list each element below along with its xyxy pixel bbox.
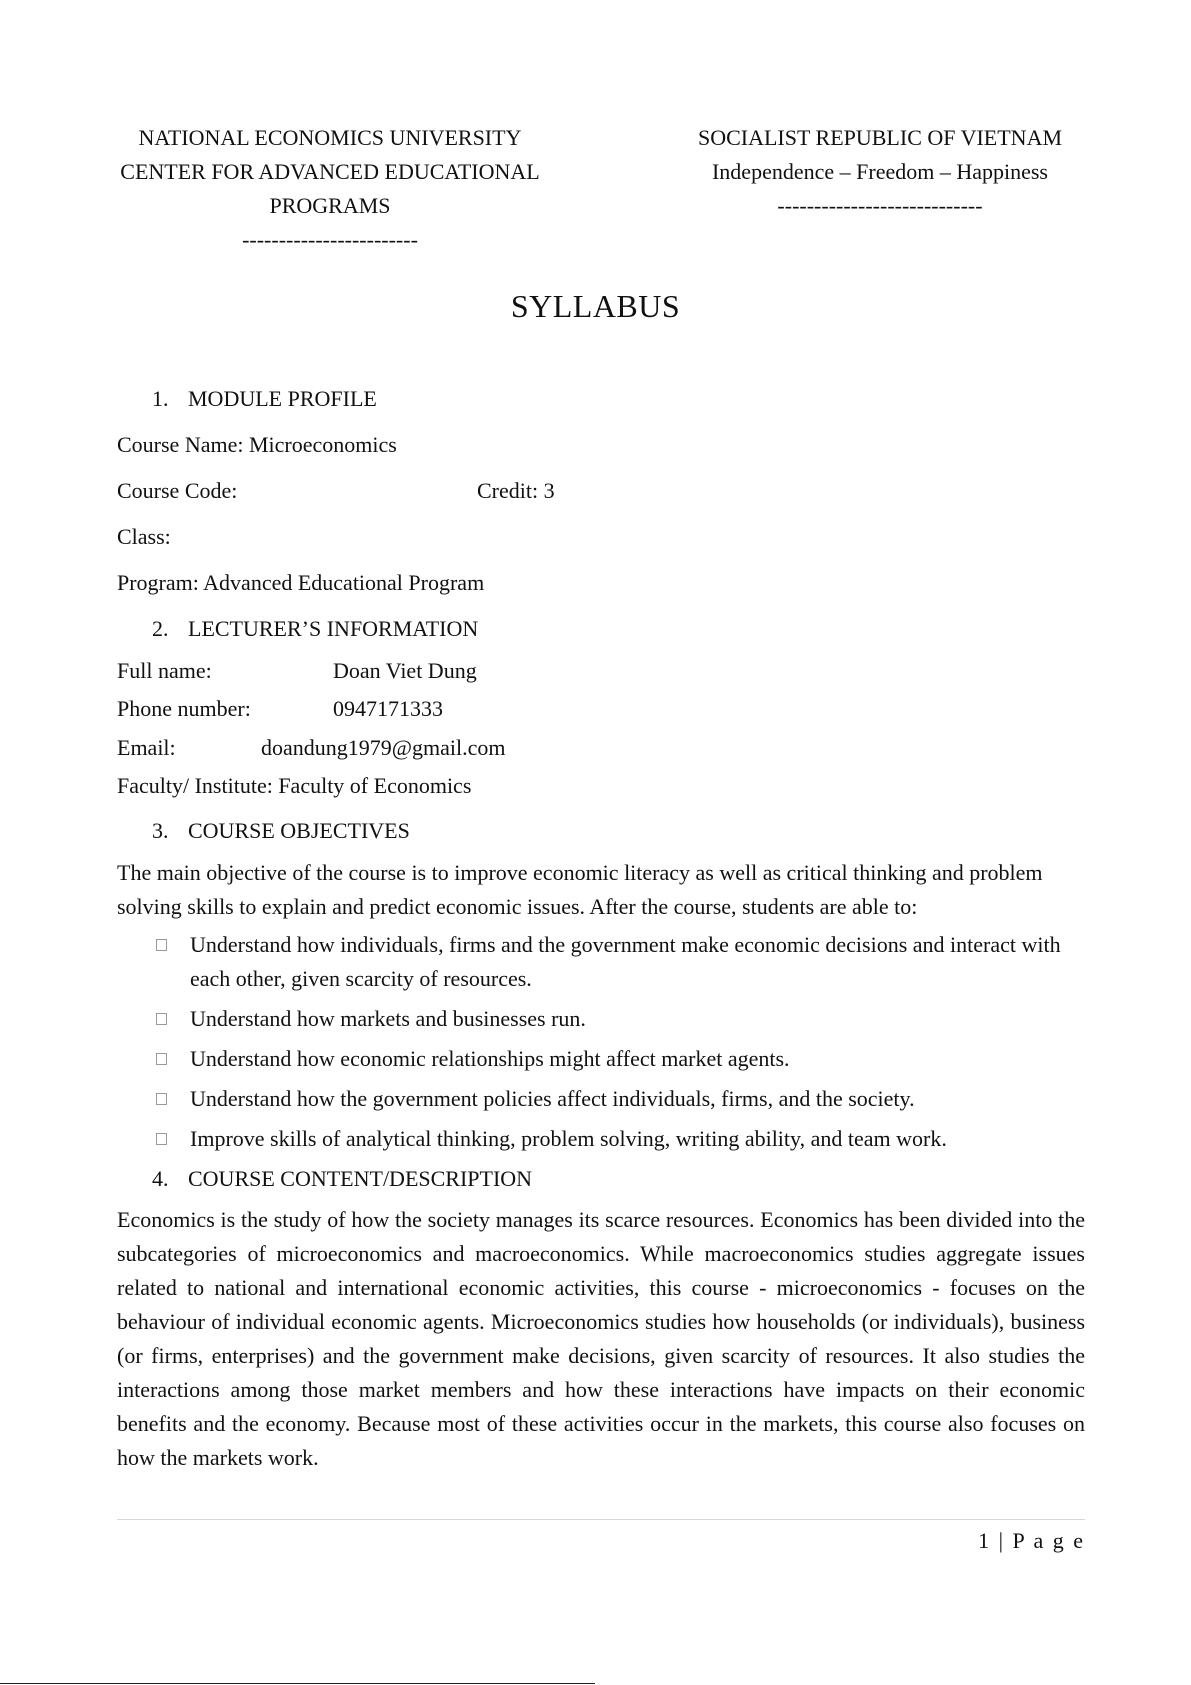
lecturer-email-label: Email:	[117, 735, 176, 760]
header-left-block	[60, 121, 600, 257]
lecturer-phone-label: Phone number:	[117, 696, 251, 721]
bullet-box-icon	[156, 1133, 167, 1145]
section-number: 3.	[152, 818, 169, 843]
country-motto: Independence – Freedom – Happiness	[711, 159, 1048, 184]
lecturer-name-value: Doan Viet Dung	[333, 658, 477, 683]
list-item: Understand how economic relationships might affect market agents.	[152, 1042, 1082, 1076]
list-item: Understand how the government policies affect individuals, firms, and the society.	[152, 1082, 1082, 1116]
bullet-box-icon	[156, 1013, 167, 1025]
objectives-list	[152, 928, 1082, 1162]
section-number: 4.	[152, 1166, 169, 1191]
document-title: SYLLABUS	[510, 288, 681, 324]
section-heading-lecturer-info	[152, 616, 478, 642]
list-item: Improve skills of analytical thinking, problem solving, writing ability, and team work.	[152, 1122, 1082, 1156]
bullet-box-icon	[156, 1053, 167, 1065]
page-number: 1 | P a g e	[978, 1528, 1085, 1553]
list-item: Understand how individuals, firms and the government make economic decisions and interact with each other, given scarcity of resources.	[152, 928, 1082, 996]
footer-divider	[117, 1519, 1085, 1520]
list-item: Understand how markets and businesses run.	[152, 1002, 1082, 1036]
university-name: NATIONAL ECONOMICS UNIVERSITY	[138, 125, 522, 150]
section-number: 2.	[152, 616, 169, 641]
lecturer-phone-value: 0947171333	[333, 696, 443, 721]
course-class: Class:	[117, 524, 171, 549]
bullet-box-icon	[156, 1093, 167, 1105]
center-name-line1: CENTER FOR ADVANCED EDUCATIONAL	[120, 159, 540, 184]
objectives-intro: The main objective of the course is to improve economic literacy as well as critical thinking and problem solving skills to explain and predict economic issues. After the course, students are able to:	[117, 860, 1043, 919]
section-label: MODULE PROFILE	[188, 386, 377, 411]
bottom-edge-rule	[0, 1683, 595, 1684]
section-heading-course-description	[152, 1166, 532, 1192]
course-program: Program: Advanced Educational Program	[117, 570, 485, 595]
country-name: SOCIALIST REPUBLIC OF VIETNAM	[697, 125, 1063, 150]
course-credit: Credit: 3	[477, 478, 555, 503]
section-heading-module-profile	[152, 386, 377, 412]
header-right-divider: ----------------------------	[777, 193, 983, 218]
course-code: Course Code:	[117, 478, 238, 503]
section-heading-course-objectives	[152, 818, 410, 844]
header-right-block	[660, 121, 1100, 223]
bullet-box-icon	[156, 939, 167, 951]
lecturer-name-label: Full name:	[117, 658, 212, 683]
section-label: LECTURER’S INFORMATION	[188, 616, 479, 641]
course-name: Course Name: Microeconomics	[117, 432, 397, 457]
course-description: Economics is the study of how the society manages its scarce resources. Economics has been divided into the subcategories of microeconomics and macroeconomics. While macroeconomics studies aggregate issues related to national and international economic activities, this course - microeconomics - focuses on the behaviour of individual economic agents. Microeconomics studies how households (or individuals), business (or firms, enterprises) and the government make decisions, given scarcity of resources. It also studies the interactions among those market members and how these interactions have impacts on their economic benefits and the economy. Because most of these activities occur in the markets, this course also focuses on how the markets work.	[117, 1207, 1085, 1470]
center-name-line2: PROGRAMS	[269, 193, 391, 218]
section-number: 1.	[152, 386, 169, 411]
section-label: COURSE OBJECTIVES	[188, 818, 410, 843]
section-label: COURSE CONTENT/DESCRIPTION	[188, 1166, 533, 1191]
lecturer-email-value: doandung1979@gmail.com	[261, 735, 506, 760]
lecturer-faculty: Faculty/ Institute: Faculty of Economics	[117, 773, 472, 798]
header-left-divider: ------------------------	[242, 227, 418, 252]
